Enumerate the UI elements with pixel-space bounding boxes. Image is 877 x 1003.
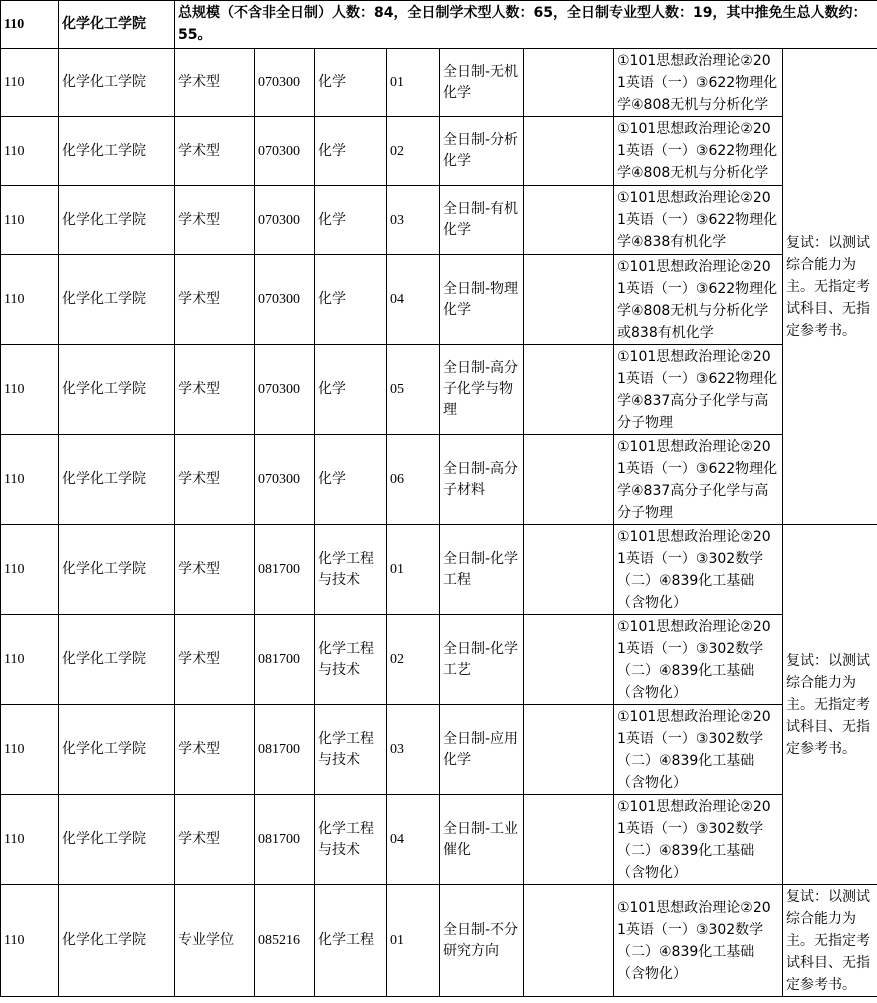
blank-cell [524,705,614,795]
table-row [1,186,877,255]
major-name-cell: 化学工程与技术 [315,795,387,885]
direction-code-cell: 02 [387,615,440,705]
direction-code-cell: 05 [387,345,440,435]
major-name-cell: 化学 [315,345,387,435]
table-row [1,525,877,615]
blank-cell [524,615,614,705]
major-code-cell: 070300 [255,435,315,525]
retest-note-cell: 复试：以测试综合能力为主。无指定考试科目、无指定参考书。 [783,525,877,885]
school-name-cell: 化学化工学院 [59,615,175,705]
research-direction-cell: 全日制-有机化学 [440,186,524,255]
blank-cell [524,795,614,885]
major-name-cell: 化学 [315,186,387,255]
research-direction-cell: 全日制-不分研究方向 [440,885,524,997]
table-row [1,795,877,885]
blank-cell [524,435,614,525]
blank-cell [524,49,614,117]
table-row [1,255,877,345]
blank-cell [524,117,614,186]
major-code-cell: 070300 [255,345,315,435]
table-row [1,705,877,795]
direction-code-cell: 01 [387,885,440,997]
degree-type-cell: 学术型 [175,705,255,795]
major-name-cell: 化学 [315,435,387,525]
header-row [1,1,877,49]
school-code-cell: 110 [1,186,59,255]
blank-cell [524,255,614,345]
school-code-cell: 110 [1,885,59,997]
research-direction-cell: 全日制-分析化学 [440,117,524,186]
degree-type-cell: 学术型 [175,525,255,615]
direction-code-cell: 04 [387,795,440,885]
school-name-cell: 化学化工学院 [59,435,175,525]
school-name-cell: 化学化工学院 [59,117,175,186]
direction-code-cell: 02 [387,117,440,186]
major-code-cell: 081700 [255,615,315,705]
major-code-cell: 085216 [255,885,315,997]
blank-cell [524,345,614,435]
school-code-cell: 110 [1,525,59,615]
major-code-cell: 081700 [255,795,315,885]
major-code-cell: 070300 [255,49,315,117]
direction-code-cell: 01 [387,49,440,117]
table-row [1,345,877,435]
major-name-cell: 化学 [315,117,387,186]
header-school-code: 110 [1,1,59,49]
exam-subjects-cell: ①101思想政治理论②201英语（一）③622物理化学④837高分子化学与高分子物理 [614,345,783,435]
research-direction-cell: 全日制-物理化学 [440,255,524,345]
table-row [1,49,877,117]
research-direction-cell: 全日制-工业催化 [440,795,524,885]
school-code-cell: 110 [1,117,59,186]
exam-subjects-cell: ①101思想政治理论②201英语（一）③302数学（二）④839化工基础（含物化） [614,525,783,615]
school-name-cell: 化学化工学院 [59,345,175,435]
degree-type-cell: 学术型 [175,186,255,255]
school-name-cell: 化学化工学院 [59,705,175,795]
table-row [1,117,877,186]
exam-subjects-cell: ①101思想政治理论②201英语（一）③622物理化学④837高分子化学与高分子物理 [614,435,783,525]
table-body [1,49,877,997]
major-code-cell: 070300 [255,117,315,186]
blank-cell [524,885,614,997]
table-row [1,885,877,997]
degree-type-cell: 学术型 [175,255,255,345]
retest-note-cell: 复试：以测试综合能力为主。无指定考试科目、无指定参考书。 [783,49,877,525]
research-direction-cell: 全日制-化学工程 [440,525,524,615]
major-code-cell: 070300 [255,255,315,345]
research-direction-cell: 全日制-应用化学 [440,705,524,795]
school-code-cell: 110 [1,435,59,525]
exam-subjects-cell: ①101思想政治理论②201英语（一）③622物理化学④808无机与分析化学 [614,49,783,117]
school-name-cell: 化学化工学院 [59,885,175,997]
exam-subjects-cell: ①101思想政治理论②201英语（一）③302数学（二）④839化工基础（含物化） [614,615,783,705]
school-name-cell: 化学化工学院 [59,49,175,117]
direction-code-cell: 03 [387,705,440,795]
exam-subjects-cell: ①101思想政治理论②201英语（一）③622物理化学④838有机化学 [614,186,783,255]
school-code-cell: 110 [1,49,59,117]
degree-type-cell: 学术型 [175,615,255,705]
degree-type-cell: 学术型 [175,49,255,117]
school-code-cell: 110 [1,705,59,795]
major-name-cell: 化学 [315,49,387,117]
table-row [1,435,877,525]
school-name-cell: 化学化工学院 [59,525,175,615]
exam-subjects-cell: ①101思想政治理论②201英语（一）③622物理化学④808无机与分析化学或838有机化学 [614,255,783,345]
direction-code-cell: 03 [387,186,440,255]
major-name-cell: 化学工程 [315,885,387,997]
major-name-cell: 化学工程与技术 [315,525,387,615]
major-name-cell: 化学 [315,255,387,345]
exam-subjects-cell: ①101思想政治理论②201英语（一）③302数学（二）④839化工基础（含物化） [614,885,783,997]
degree-type-cell: 学术型 [175,345,255,435]
degree-type-cell: 专业学位 [175,885,255,997]
school-name-cell: 化学化工学院 [59,186,175,255]
school-code-cell: 110 [1,795,59,885]
major-name-cell: 化学工程与技术 [315,705,387,795]
degree-type-cell: 学术型 [175,795,255,885]
header-school-name: 化学化工学院 [59,1,175,49]
direction-code-cell: 04 [387,255,440,345]
direction-code-cell: 06 [387,435,440,525]
school-name-cell: 化学化工学院 [59,795,175,885]
exam-subjects-cell: ①101思想政治理论②201英语（一）③302数学（二）④839化工基础（含物化） [614,705,783,795]
header-summary: 总规模（不含非全日制）人数：84，全日制学术型人数：65，全日制专业型人数：19，其中推免生总人数约：55。 [175,1,877,49]
school-code-cell: 110 [1,255,59,345]
school-code-cell: 110 [1,345,59,435]
degree-type-cell: 学术型 [175,117,255,186]
major-name-cell: 化学工程与技术 [315,615,387,705]
major-code-cell: 070300 [255,186,315,255]
research-direction-cell: 全日制-高分子化学与物理 [440,345,524,435]
exam-subjects-cell: ①101思想政治理论②201英语（一）③302数学（二）④839化工基础（含物化） [614,795,783,885]
major-code-cell: 081700 [255,525,315,615]
direction-code-cell: 01 [387,525,440,615]
research-direction-cell: 全日制-无机化学 [440,49,524,117]
school-code-cell: 110 [1,615,59,705]
retest-note-cell: 复试：以测试综合能力为主。无指定考试科目、无指定参考书。 [783,885,877,997]
blank-cell [524,525,614,615]
degree-type-cell: 学术型 [175,435,255,525]
research-direction-cell: 全日制-化学工艺 [440,615,524,705]
research-direction-cell: 全日制-高分子材料 [440,435,524,525]
major-code-cell: 081700 [255,705,315,795]
exam-subjects-cell: ①101思想政治理论②201英语（一）③622物理化学④808无机与分析化学 [614,117,783,186]
school-name-cell: 化学化工学院 [59,255,175,345]
blank-cell [524,186,614,255]
table-row [1,615,877,705]
